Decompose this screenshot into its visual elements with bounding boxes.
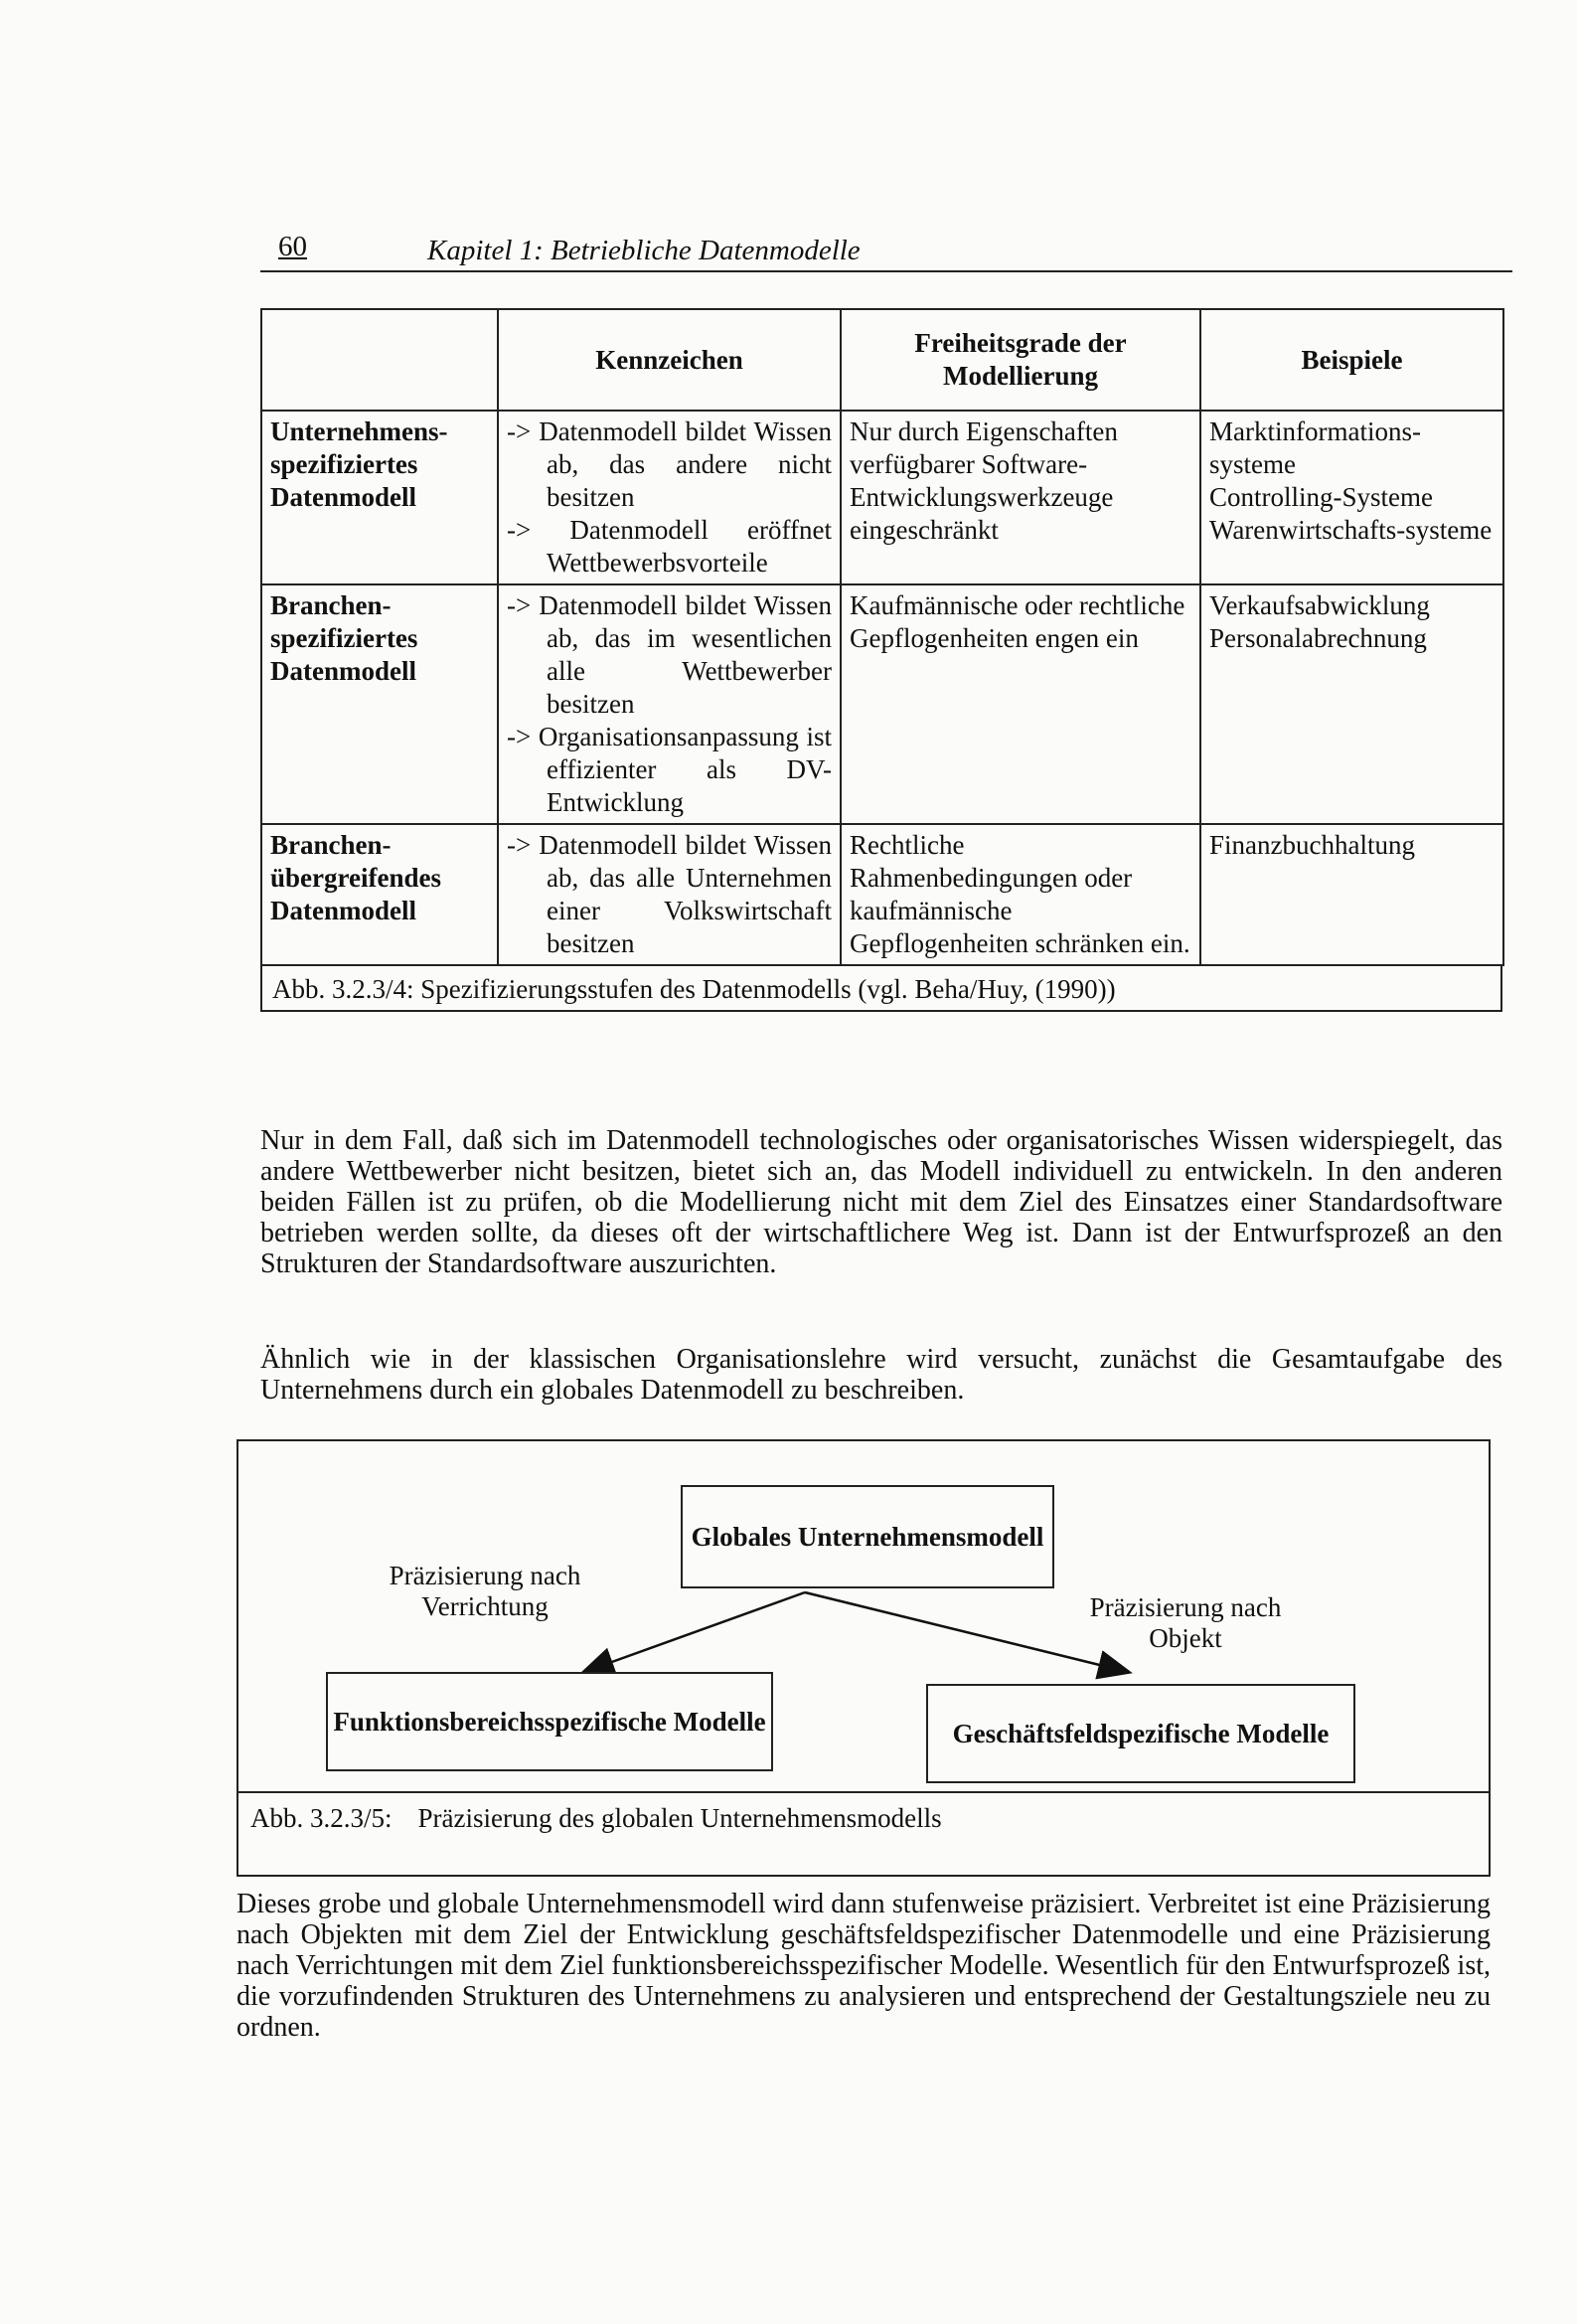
freiheitsgrade-cell: Kaufmännische oder rechtliche Gepflogenheiten engen ein (841, 584, 1200, 824)
column-header-beispiele: Beispiele (1200, 309, 1503, 411)
column-header-freiheitsgrade: Freiheitsgrade der Modellierung (841, 309, 1200, 411)
beispiele-cell (1200, 411, 1503, 584)
kennzeichen-item: -> Organisationsanpassung ist effizienter als DV-Entwicklung (507, 722, 832, 817)
specification-table (260, 308, 1502, 1012)
objekt-label: Präzisierung nach Objekt (1089, 1592, 1282, 1653)
beispiel-item: Warenwirtschafts-systeme (1209, 515, 1493, 545)
table-row (261, 584, 1503, 824)
row-label: Unternehmens-spezifiziertes Datenmodell (261, 411, 498, 584)
beispiel-item: Personalabrechnung (1209, 623, 1427, 653)
verrichtung-label: Präzisierung nach Verrichtung (389, 1561, 581, 1621)
page-number: 60 (278, 231, 307, 262)
freiheitsgrade-cell: Nur durch Eigenschaften verfügbarer Software-Entwicklungswerkzeuge eingeschränkt (841, 411, 1200, 584)
chapter-title: Kapitel 1: Betriebliche Datenmodelle (427, 235, 861, 266)
kennzeichen-item: -> Datenmodell bildet Wissen ab, das alle Unternehmen einer Volkswirtschaft besitzen (507, 830, 832, 958)
page-header (260, 231, 1512, 272)
column-header-kennzeichen: Kennzeichen (498, 309, 841, 411)
kennzeichen-item: -> Datenmodell bildet Wissen ab, das andere nicht besitzen (507, 416, 832, 512)
beispiel-item: Finanzbuchhaltung (1209, 830, 1415, 860)
table-row (261, 824, 1503, 965)
kennzeichen-cell (498, 411, 841, 584)
function-models-box: Funktionsbereichsspezifische Modelle (326, 1672, 773, 1771)
beispiele-cell (1200, 584, 1503, 824)
table-caption: Abb. 3.2.3/4: Spezifizierungsstufen des Datenmodells (vgl. Beha/Huy, (1990)) (260, 966, 1502, 1012)
beispiel-item: Verkaufsabwicklung (1209, 590, 1430, 620)
refinement-diagram (237, 1439, 1491, 1877)
arrow-left (584, 1592, 805, 1672)
caption-number: Abb. 3.2.3/5: (250, 1803, 393, 1833)
table-header-row (261, 309, 1503, 411)
beispiel-item: Controlling-Systeme (1209, 482, 1433, 512)
beispiel-item: Marktinformations-systeme (1209, 416, 1421, 479)
kennzeichen-item: -> Datenmodell eröffnet Wettbewerbsvorteile (507, 515, 832, 578)
paragraph-3: Dieses grobe und globale Unternehmensmodell wird dann stufenweise präzisiert. Verbreitet ist eine Präzisierung nach Objekten mit dem Ziel der Entwicklung geschäftsfeldspezifischer Datenmodelle und eine Präzisierung nach Verrichtungen mit dem Ziel funktionsbereichsspezifischer Modelle. Wesentlich für den Entwurfsprozeß ist, die vorzufindenden Strukturen des Unternehmens zu analysieren und entsprechend der Gestaltungsziele neu zu ordnen. (237, 1889, 1491, 2043)
paragraph-1: Nur in dem Fall, daß sich im Datenmodell technologisches oder organisatorisches Wissen widerspiegelt, das andere Wettbewerber nicht besitzen, bietet sich an, das Modell individuell zu entwickeln. In den anderen beiden Fällen ist zu prüfen, ob die Modellierung nicht mit dem Ziel des Einsatzes einer Standardsoftware betrieben werden sollte, da dieses oft der wirtschaftlichere Weg ist. Dann ist der Entwurfsprozeß an den Strukturen der Standardsoftware auszurichten. (260, 1125, 1502, 1279)
kennzeichen-cell (498, 824, 841, 965)
row-label: Branchen-spezifiziertes Datenmodell (261, 584, 498, 824)
beispiele-cell (1200, 824, 1503, 965)
freiheitsgrade-cell: Rechtliche Rahmenbedingungen oder kaufmännische Gepflogenheiten schränken ein. (841, 824, 1200, 965)
business-field-models-box: Geschäftsfeldspezifische Modelle (926, 1684, 1355, 1783)
table-row (261, 411, 1503, 584)
paragraph-2: Ähnlich wie in der klassischen Organisationslehre wird versucht, zunächst die Gesamtaufgabe des Unternehmens durch ein globales Datenmodell zu beschreiben. (260, 1344, 1502, 1406)
kennzeichen-cell (498, 584, 841, 824)
diagram-caption (238, 1791, 1489, 1877)
caption-text: Präzisierung des globalen Unternehmensmodells (417, 1803, 942, 1833)
global-model-box: Globales Unternehmensmodell (681, 1485, 1054, 1588)
row-label: Branchen-übergreifendes Datenmodell (261, 824, 498, 965)
column-header (261, 309, 498, 411)
kennzeichen-item: -> Datenmodell bildet Wissen ab, das im wesentlichen alle Wettbewerber besitzen (507, 590, 832, 719)
